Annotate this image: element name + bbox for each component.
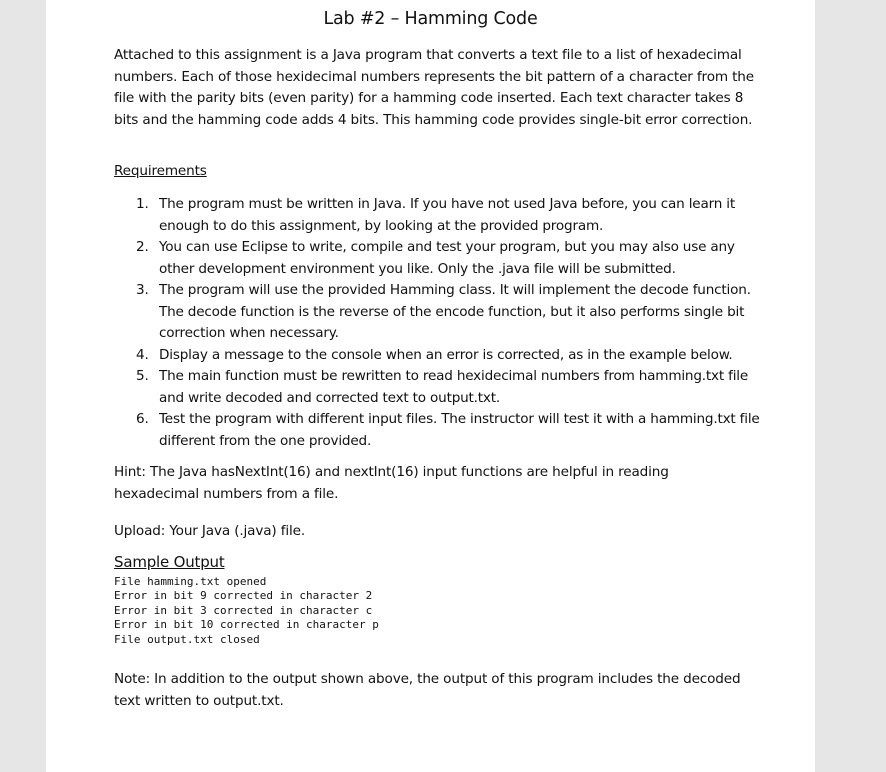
sample-output-line: Error in bit 3 corrected in character c (114, 603, 373, 617)
requirements-heading: Requirements (114, 163, 207, 179)
requirement-text: Test the program with different input files. The instructor will test it with a hamming.txt file different from the one provided. (159, 411, 760, 449)
requirement-number: 4. (136, 346, 149, 363)
requirement-item (136, 194, 761, 237)
hint-paragraph: Hint: The Java hasNextInt(16) and nextInt(16) input functions are helpful in reading hexadecimal numbers from a file. (114, 464, 669, 502)
requirement-number: 1. (136, 196, 149, 212)
requirement-text: You can use Eclipse to write, compile and test your program, but you may also use any other development environment you like. Only the .java file will be submitted. (159, 239, 735, 277)
requirement-item (136, 280, 761, 345)
requirement-text: The program will use the provided Hamming class. It will implement the decode function. The decode function is the reverse of the encode function, but it also performs single bit correction when necessary. (159, 282, 751, 341)
sample-output-heading: Sample Output (114, 553, 225, 571)
document-page (46, 0, 815, 772)
sample-output-line: Error in bit 9 corrected in character 2 (114, 589, 373, 603)
requirement-item (136, 237, 761, 280)
sample-output-block (114, 575, 379, 647)
upload-instruction: Upload: Your Java (.java) file. (114, 523, 306, 539)
requirement-text: Display a message to the console when an error is corrected, as in the example below. (159, 346, 733, 363)
sample-output-line: File output.txt closed (114, 632, 260, 646)
requirements-list (136, 194, 761, 452)
requirement-number: 3. (136, 282, 149, 298)
requirement-text: The main function must be rewritten to read hexidecimal numbers from hamming.txt file and write decoded and corrected text to output.txt. (159, 368, 749, 406)
requirement-number: 5. (136, 368, 149, 384)
requirement-text: The program must be written in Java. If you have not used Java before, you can learn it enough to do this assignment, by looking at the provided program. (159, 196, 735, 234)
requirement-item (136, 409, 761, 452)
note-paragraph: Note: In addition to the output shown above, the output of this program includes the decoded text written to output.txt. (114, 671, 741, 709)
requirement-item (136, 345, 761, 367)
requirement-number: 2. (136, 239, 149, 255)
sample-output-line: File hamming.txt opened (114, 575, 267, 588)
sample-output-line: Error in bit 10 corrected in character p (114, 618, 379, 632)
document-title: Lab #2 – Hamming Code (323, 9, 538, 29)
requirement-number: 6. (136, 411, 149, 427)
requirement-item (136, 366, 761, 409)
intro-paragraph: Attached to this assignment is a Java program that converts a text file to a list of hexadecimal numbers. Each of those hexidecimal numbers represents the bit pattern of a character from the file with the parity bits (even parity) for a hamming code inserted. Each text character takes 8 bits and the hamming code adds 4 bits. This hamming code provides single-bit error correction. (114, 47, 754, 128)
